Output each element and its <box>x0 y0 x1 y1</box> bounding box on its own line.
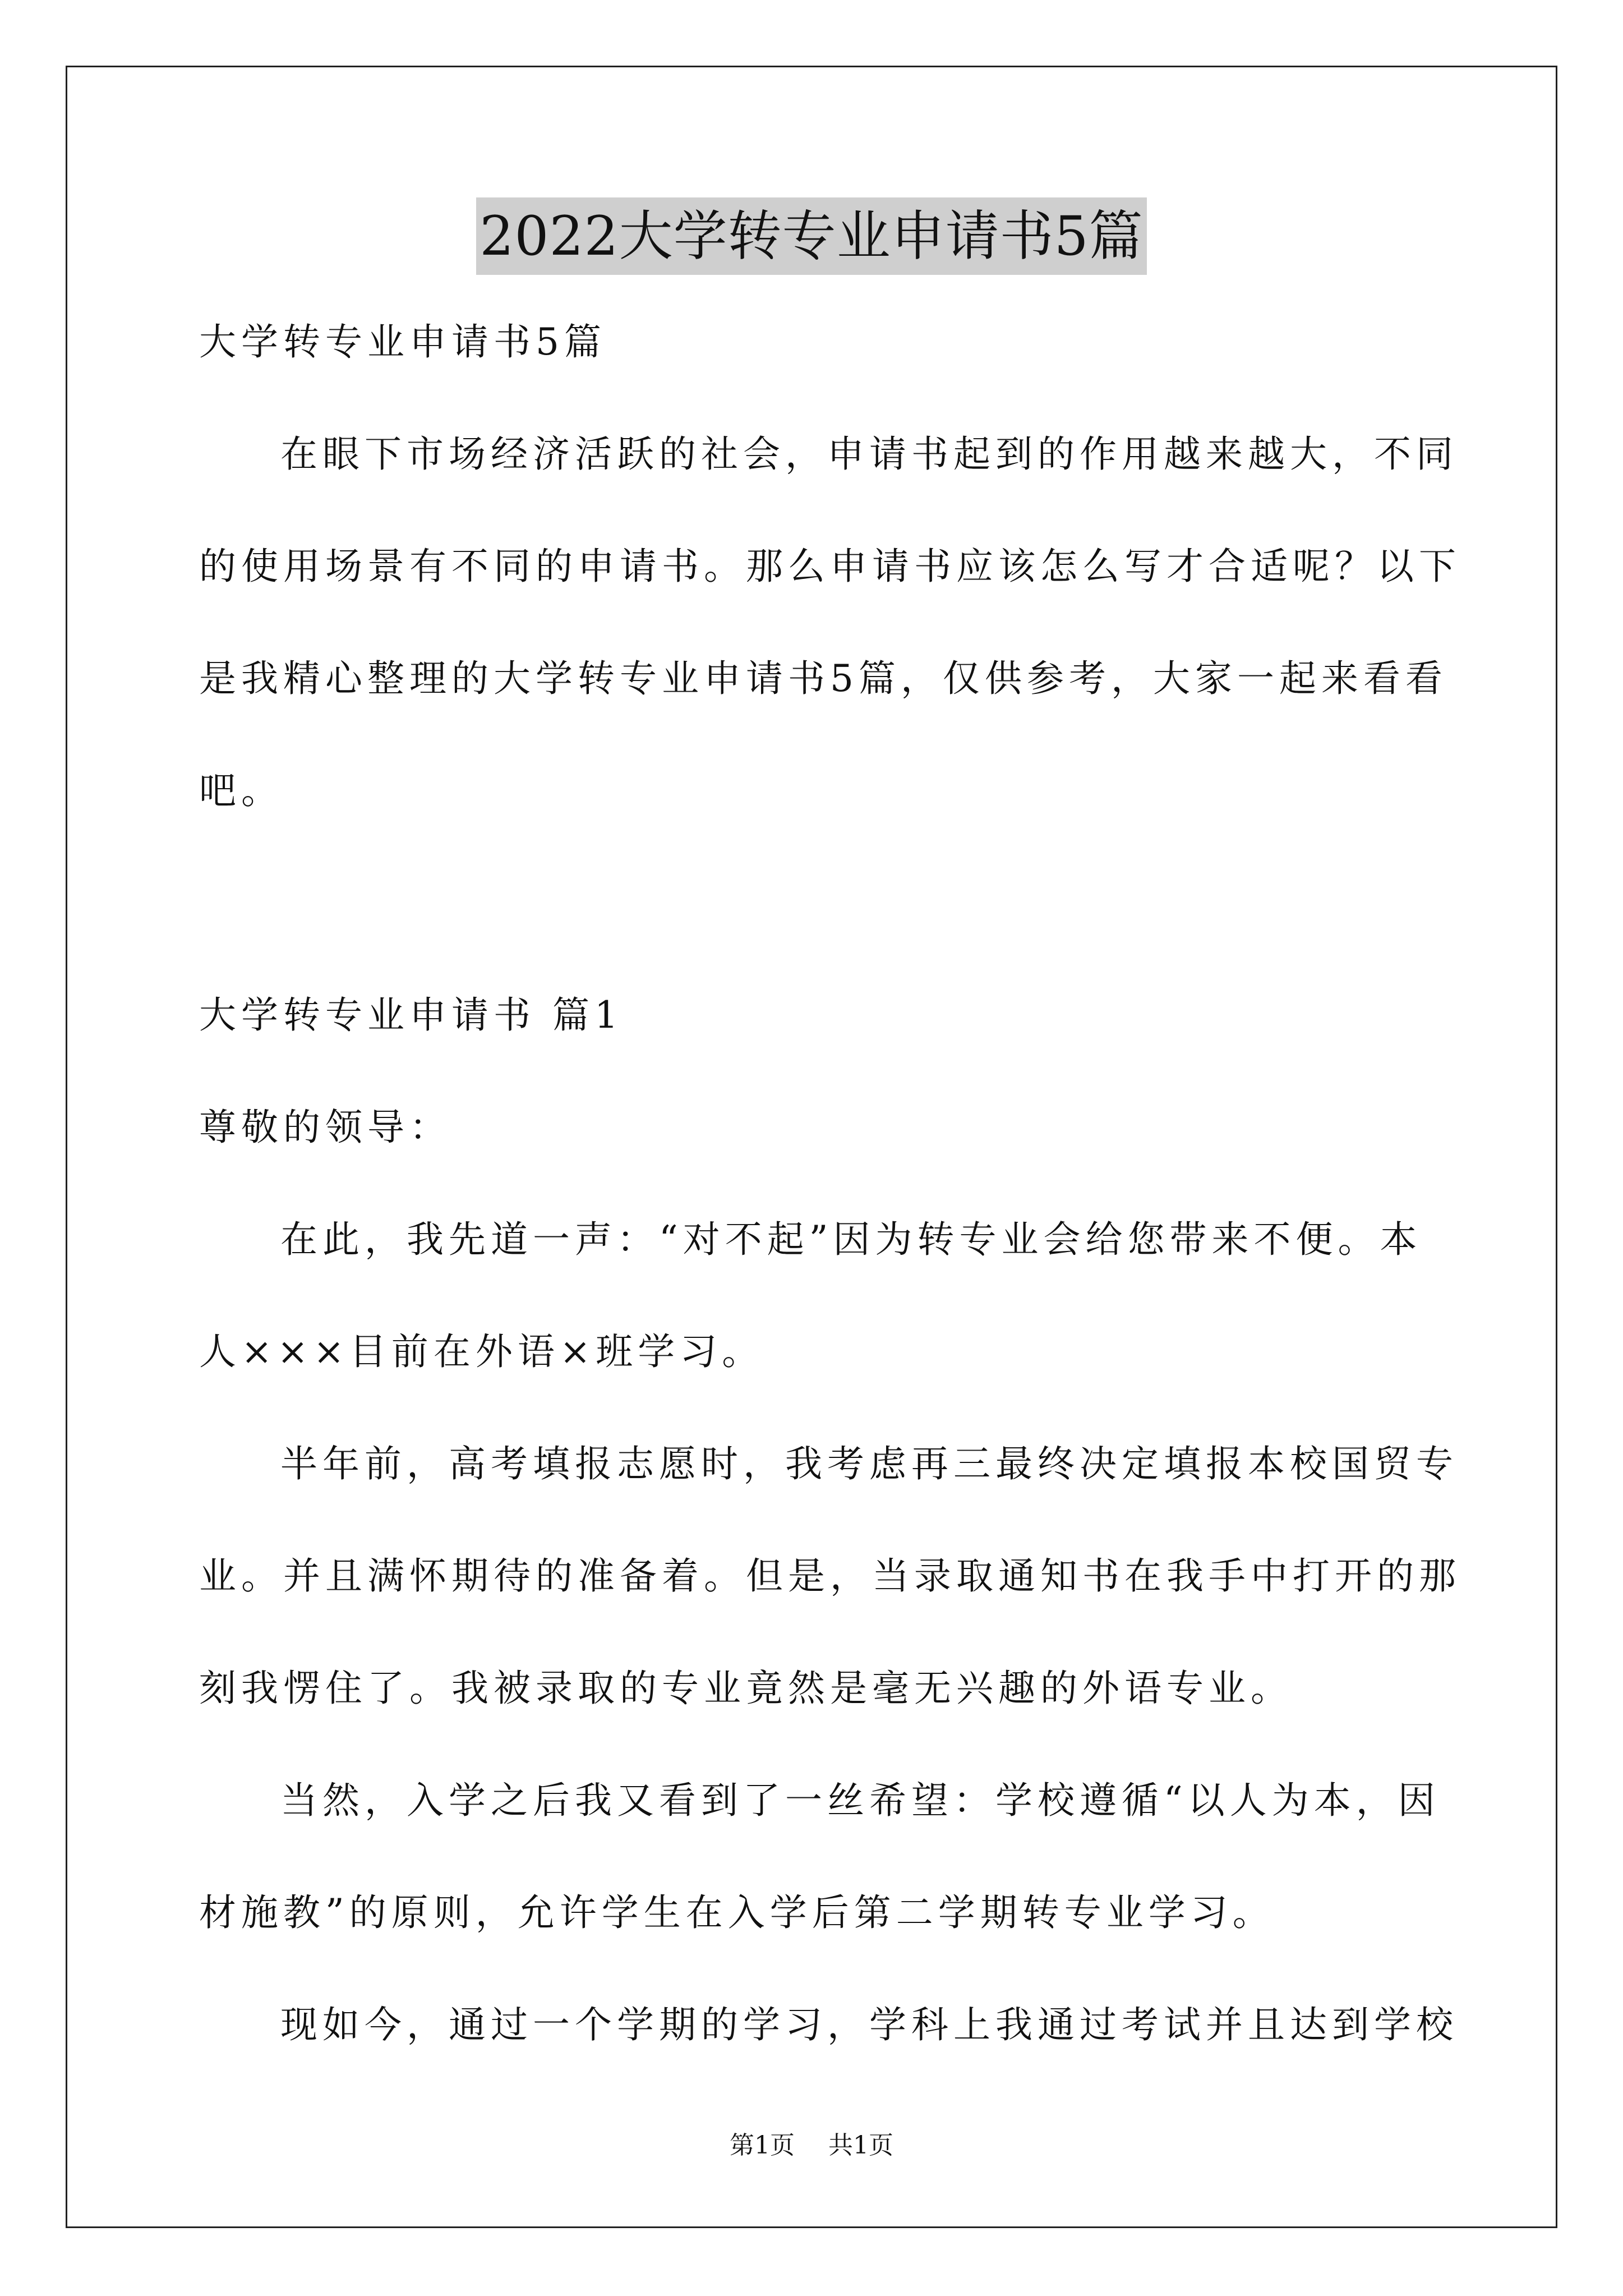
paragraph-line: 半年前，高考填报志愿时，我考虑再三最终决定填报本校国贸专 <box>280 1442 1458 1485</box>
intro-line: 在眼下市场经济活跃的社会，申请书起到的作用越来越大，不同 <box>280 432 1458 476</box>
paragraph-line: 当然，入学之后我又看到了一丝希望：学校遵循“以人为本，因 <box>280 1779 1440 1822</box>
document-title: 2022大学转专业申请书5篇 <box>476 197 1146 275</box>
page-number: 第1页 <box>730 2131 795 2160</box>
section-heading: 大学转专业申请书 篇1 <box>199 993 623 1037</box>
salutation: 尊敬的领导： <box>199 1106 451 1149</box>
document-subtitle: 大学转专业申请书5篇 <box>199 320 606 364</box>
paragraph-line: 人×××目前在外语×班学习。 <box>199 1330 764 1373</box>
paragraph-line: 刻我愣住了。我被录取的专业竟然是毫无兴趣的外语专业。 <box>199 1667 1293 1710</box>
intro-line: 吧。 <box>199 769 283 812</box>
page-total: 共1页 <box>828 2131 893 2160</box>
intro-line: 的使用场景有不同的申请书。那么申请书应该怎么写才合适呢？以下 <box>199 545 1461 588</box>
paragraph-line: 业。并且满怀期待的准备着。但是，当录取通知书在我手中打开的那 <box>199 1554 1461 1598</box>
page-footer <box>0 2129 1623 2162</box>
intro-line: 是我精心整理的大学转专业申请书5篇，仅供参考，大家一起来看看 <box>199 657 1447 700</box>
document-body <box>199 314 1461 2053</box>
paragraph-line: 材施教”的原则，允许学生在入学后第二学期转专业学习。 <box>199 1891 1275 1934</box>
paragraph-line: 现如今，通过一个学期的学习，学科上我通过考试并且达到学校 <box>280 2003 1458 2046</box>
paragraph-line: 在此，我先道一声：“对不起”因为转专业会给您带来不便。本 <box>280 1218 1422 1261</box>
title-container <box>0 197 1623 275</box>
